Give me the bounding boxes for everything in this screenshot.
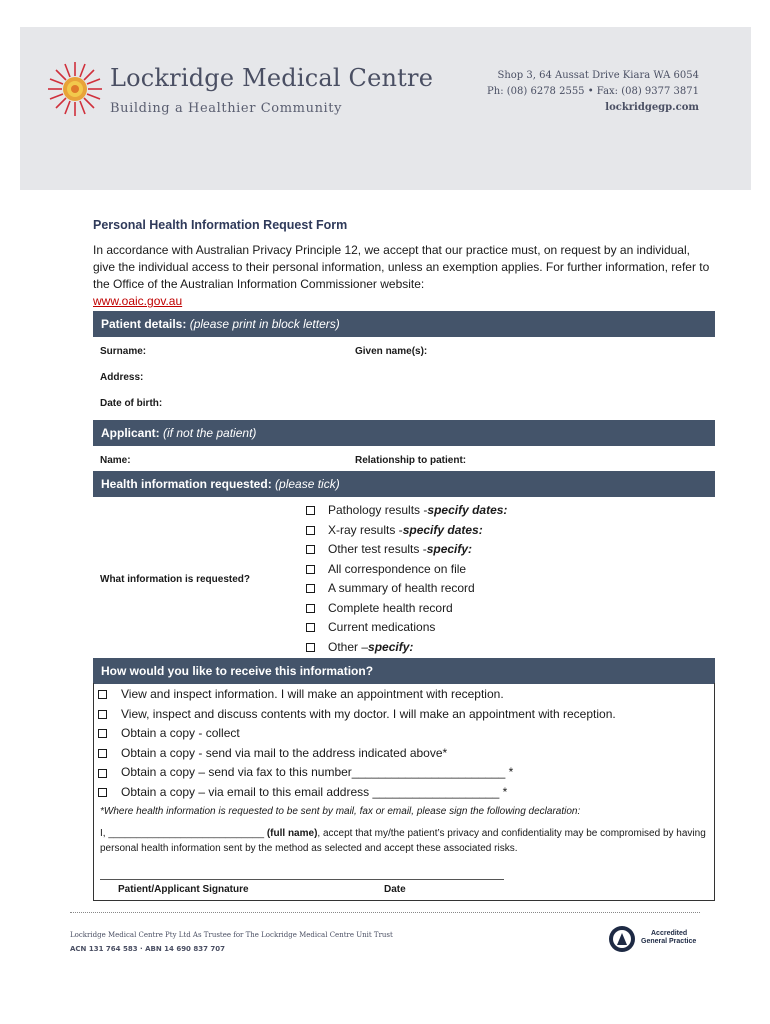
declaration-note: *Where health information is requested to be sent by mail, fax or email, please sign the following declaration:	[100, 806, 581, 817]
oaic-link[interactable]: www.oaic.gov.au	[93, 294, 183, 308]
contact-block	[487, 68, 699, 116]
sunburst-logo-icon	[46, 60, 104, 118]
checkbox-icon[interactable]	[306, 545, 315, 554]
checkbox-icon[interactable]	[98, 788, 107, 797]
applicant-heading-note: (if not the patient)	[163, 426, 257, 440]
checkbox-icon[interactable]	[306, 526, 315, 535]
dob-label[interactable]: Date of birth:	[100, 398, 163, 409]
checkbox-icon[interactable]	[98, 749, 107, 758]
health-info-heading-note: (please tick)	[275, 477, 340, 491]
receive-options	[98, 685, 616, 803]
checkbox-icon[interactable]	[306, 604, 315, 613]
accredited-line2: General Practice	[641, 938, 697, 945]
patient-details-header	[93, 311, 715, 337]
option-pathology[interactable]: Pathology results - specify dates:	[306, 501, 507, 521]
health-info-header	[93, 471, 715, 497]
page-title: Personal Health Information Request Form	[93, 218, 348, 232]
declaration	[100, 804, 708, 857]
signature-label: Patient/Applicant Signature	[118, 884, 249, 895]
footer-divider	[70, 912, 700, 913]
accreditation-text	[641, 930, 696, 946]
checkbox-icon[interactable]	[306, 565, 315, 574]
brand-tagline: Building a Healthier Community	[110, 101, 343, 116]
address-label[interactable]: Address:	[100, 372, 144, 383]
relationship-label[interactable]: Relationship to patient:	[355, 455, 467, 466]
checkbox-icon[interactable]	[306, 623, 315, 632]
option-medications[interactable]: Current medications	[306, 618, 507, 638]
health-info-options	[306, 501, 507, 657]
patient-heading-note: (please print in block letters)	[189, 317, 340, 331]
health-info-heading: Health information requested:	[101, 477, 272, 491]
option-correspondence[interactable]: All correspondence on file	[306, 560, 507, 580]
option-other[interactable]: Other – specify:	[306, 638, 507, 658]
abn-text: ACN 131 764 583 · ABN 14 690 837 707	[70, 945, 226, 953]
given-names-label[interactable]: Given name(s):	[355, 346, 428, 357]
receive-option-discuss[interactable]: View, inspect and discuss contents with my doctor. I will make an appointment with reception.	[98, 705, 616, 725]
signature-line[interactable]	[100, 879, 504, 880]
patient-heading: Patient details:	[101, 317, 187, 331]
footer	[70, 928, 393, 956]
brand-name: Lockridge Medical Centre	[110, 64, 434, 92]
option-complete-record[interactable]: Complete health record	[306, 599, 507, 619]
checkbox-icon[interactable]	[306, 584, 315, 593]
receive-option-mail[interactable]: Obtain a copy - send via mail to the address indicated above*	[98, 744, 616, 764]
checkbox-icon[interactable]	[306, 643, 315, 652]
checkbox-icon[interactable]	[98, 710, 107, 719]
phone-fax-text: Ph: (08) 6278 2555 • Fax: (08) 9377 3871	[487, 86, 699, 97]
date-label: Date	[384, 884, 406, 895]
surname-label[interactable]: Surname:	[100, 346, 147, 357]
applicant-header	[93, 420, 715, 446]
trust-text: Lockridge Medical Centre Pty Ltd As Trustee for The Lockridge Medical Centre Unit Trust	[70, 931, 393, 939]
declaration-text: I, ____________________________ (full name), accept that my/the patient’s privacy and confidentiality may be compromised by having personal health information sent by the method as selected and accept these associated risks.	[100, 827, 706, 854]
checkbox-icon[interactable]	[98, 729, 107, 738]
checkbox-icon[interactable]	[306, 506, 315, 515]
receive-option-view[interactable]: View and inspect information. I will make an appointment with reception.	[98, 685, 616, 705]
receive-header	[93, 658, 715, 684]
checkbox-icon[interactable]	[98, 690, 107, 699]
intro-paragraph: In accordance with Australian Privacy Principle 12, we accept that our practice must, on request by an individual, give the individual access to their personal information, unless an exemption applies. For further information, refer to the Office of the Australian Information Commissioner website:	[93, 243, 710, 291]
option-summary[interactable]: A summary of health record	[306, 579, 507, 599]
receive-option-fax[interactable]: Obtain a copy – send via fax to this number_______________________ *	[98, 763, 616, 783]
option-xray[interactable]: X-ray results - specify dates:	[306, 521, 507, 541]
receive-option-email[interactable]: Obtain a copy – via email to this email address ___________________ *	[98, 783, 616, 803]
receive-heading: How would you like to receive this information?	[101, 664, 374, 678]
applicant-heading: Applicant:	[101, 426, 160, 440]
accredited-line1: Accredited	[651, 930, 688, 937]
form-intro	[93, 218, 715, 310]
info-question: What information is requested?	[100, 574, 251, 585]
checkbox-icon[interactable]	[98, 769, 107, 778]
address-text: Shop 3, 64 Aussat Drive Kiara WA 6054	[497, 70, 699, 81]
applicant-name-label[interactable]: Name:	[100, 455, 131, 466]
letterhead	[20, 27, 751, 190]
website-text: lockridgegp.com	[605, 102, 699, 113]
intro-text	[93, 242, 715, 310]
receive-option-collect[interactable]: Obtain a copy - collect	[98, 724, 616, 744]
option-other-tests[interactable]: Other test results - specify:	[306, 540, 507, 560]
